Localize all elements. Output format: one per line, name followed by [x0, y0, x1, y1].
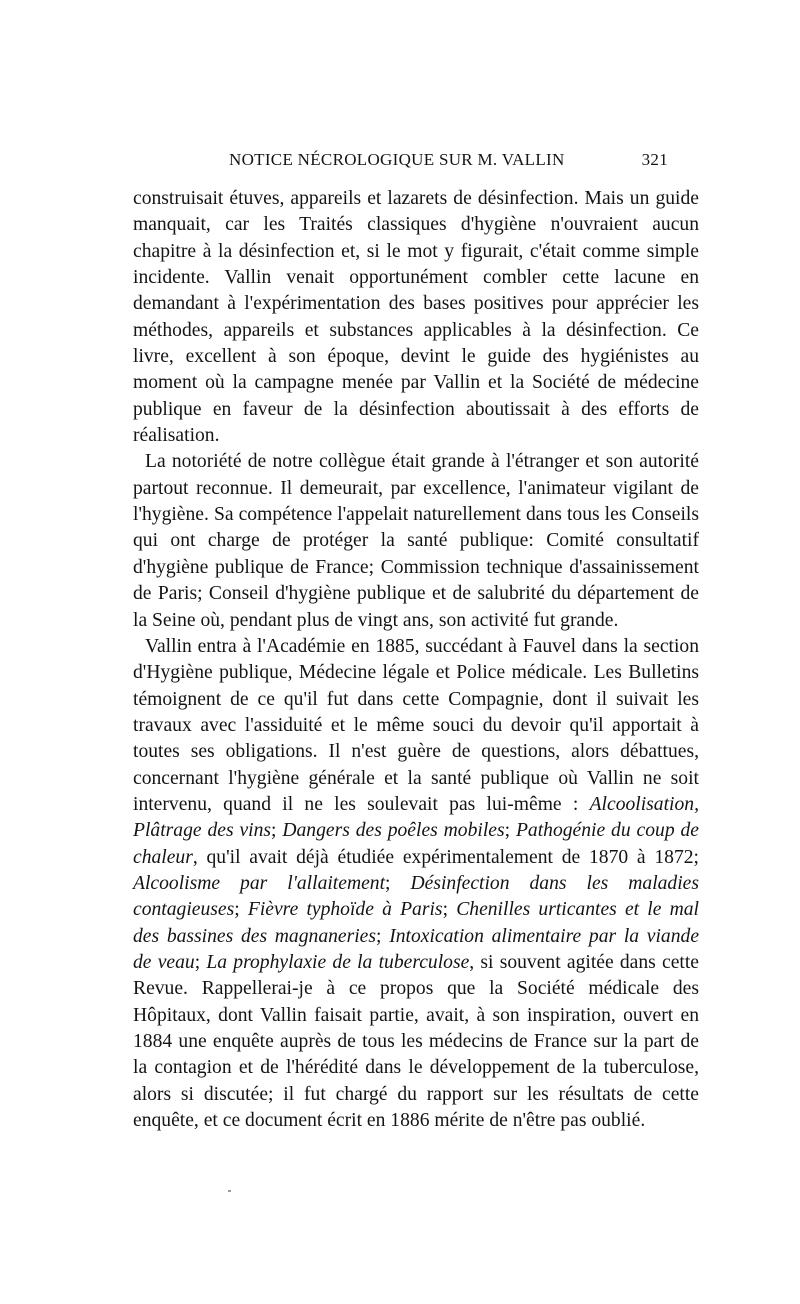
text-run: ;	[234, 899, 248, 921]
italic-title: Alcoolisme par l'allaitement	[133, 872, 386, 894]
italic-title: Désinfection dans les maladies contagieuses	[133, 872, 699, 921]
text-run: , qu'il avait déjà étudiée expérimentalement de 1870 à 1872;	[192, 846, 699, 868]
text-run: La notoriété de notre collègue était grande à l'étranger et son autorité partout reconnue. Il demeurait, par excellence, l'animateur vigilant de l'hygiène. Sa compétence l'appelait naturellement dans tous les Conseils qui ont charge de protéger la santé publique: Comité consultatif d'hygiène publique de France; Commission technique d'assainissement de Paris; Conseil d'hygiène publique et de salubrité du département de la Seine où, pendant plus de vingt ans, son activité fut grande.	[133, 451, 699, 631]
text-run: ;	[504, 820, 516, 842]
italic-title: La prophylaxie de la tuberculose	[206, 951, 470, 973]
italic-title: Alcoolisation, Plâtrage des vins	[133, 793, 699, 842]
text-run: Vallin entra à l'Académie en 1885, succédant à Fauvel dans la section d'Hygiène publique, Médecine légale et Police médicale. Les Bulletins témoignent de ce qu'il fut dans cette Compagnie, dont il suivait les travaux avec l'assiduité et le même souci du devoir qu'il apportait à toutes ses obligations. Il n'est guère de questions, alors débattues, concernant l'hygiène générale et la santé publique où Vallin ne soit intervenu, quand il ne les soulevait pas lui-même :	[133, 635, 699, 815]
italic-title: Dangers des poêles mobiles	[282, 820, 505, 842]
italic-title: Pathogénie du coup de chaleur	[133, 820, 699, 868]
italic-title: Fièvre typhoïde à Paris	[247, 899, 443, 921]
text-run: ;	[385, 872, 411, 894]
italic-title: Intoxication alimentaire par la viande de veau	[133, 925, 700, 973]
paragraph-3	[133, 634, 699, 1135]
text-run: , si souvent agitée dans cette Revue. Rappellerai-je à ce propos que la Société médicale des Hôpitaux, dont Vallin faisait partie, avait, à son inspiration, ouvert en 1884 une enquête auprès de tous les médecins de France sur la part de la contagion et de l'hérédité dans le développement de la tuberculose, alors si discutée; il fut chargé du rapport sur les résultats de cette enquête, et ce document écrit en 1886 mérite de n'être pas oublié.	[133, 951, 699, 1132]
paragraph-1	[133, 186, 699, 449]
text-run: ;	[442, 899, 457, 921]
body-text	[133, 186, 699, 1134]
print-speck	[228, 1190, 231, 1192]
italic-title: Chenilles urticantes et le mal des bassines des magnaneries	[133, 899, 700, 947]
running-title: NOTICE NÉCROLOGIQUE SUR M. VALLIN	[229, 150, 565, 169]
text-run: ;	[194, 951, 207, 973]
text-run: ;	[271, 820, 283, 842]
page-number: 321	[641, 150, 668, 169]
text-run: construisait étuves, appareils et lazarets de désinfection. Mais un guide manquait, car les Traités classiques d'hygiène n'ouvraient aucun chapitre à la désinfection et, si le mot y figurait, c'était comme simple incidente. Vallin venait opportunément combler cette lacune en demandant à l'expérimentation des bases positives pour apprécier les méthodes, appareils et substances applicables à la désinfection. Ce livre, excellent à son époque, devint le guide des hygiénistes au moment où la campagne menée par Vallin et la Société de médecine publique en faveur de la désinfection aboutissait à des efforts de réalisation.	[133, 188, 699, 447]
paragraph-2	[133, 449, 699, 633]
text-run: ;	[376, 925, 390, 947]
running-header	[133, 150, 668, 178]
